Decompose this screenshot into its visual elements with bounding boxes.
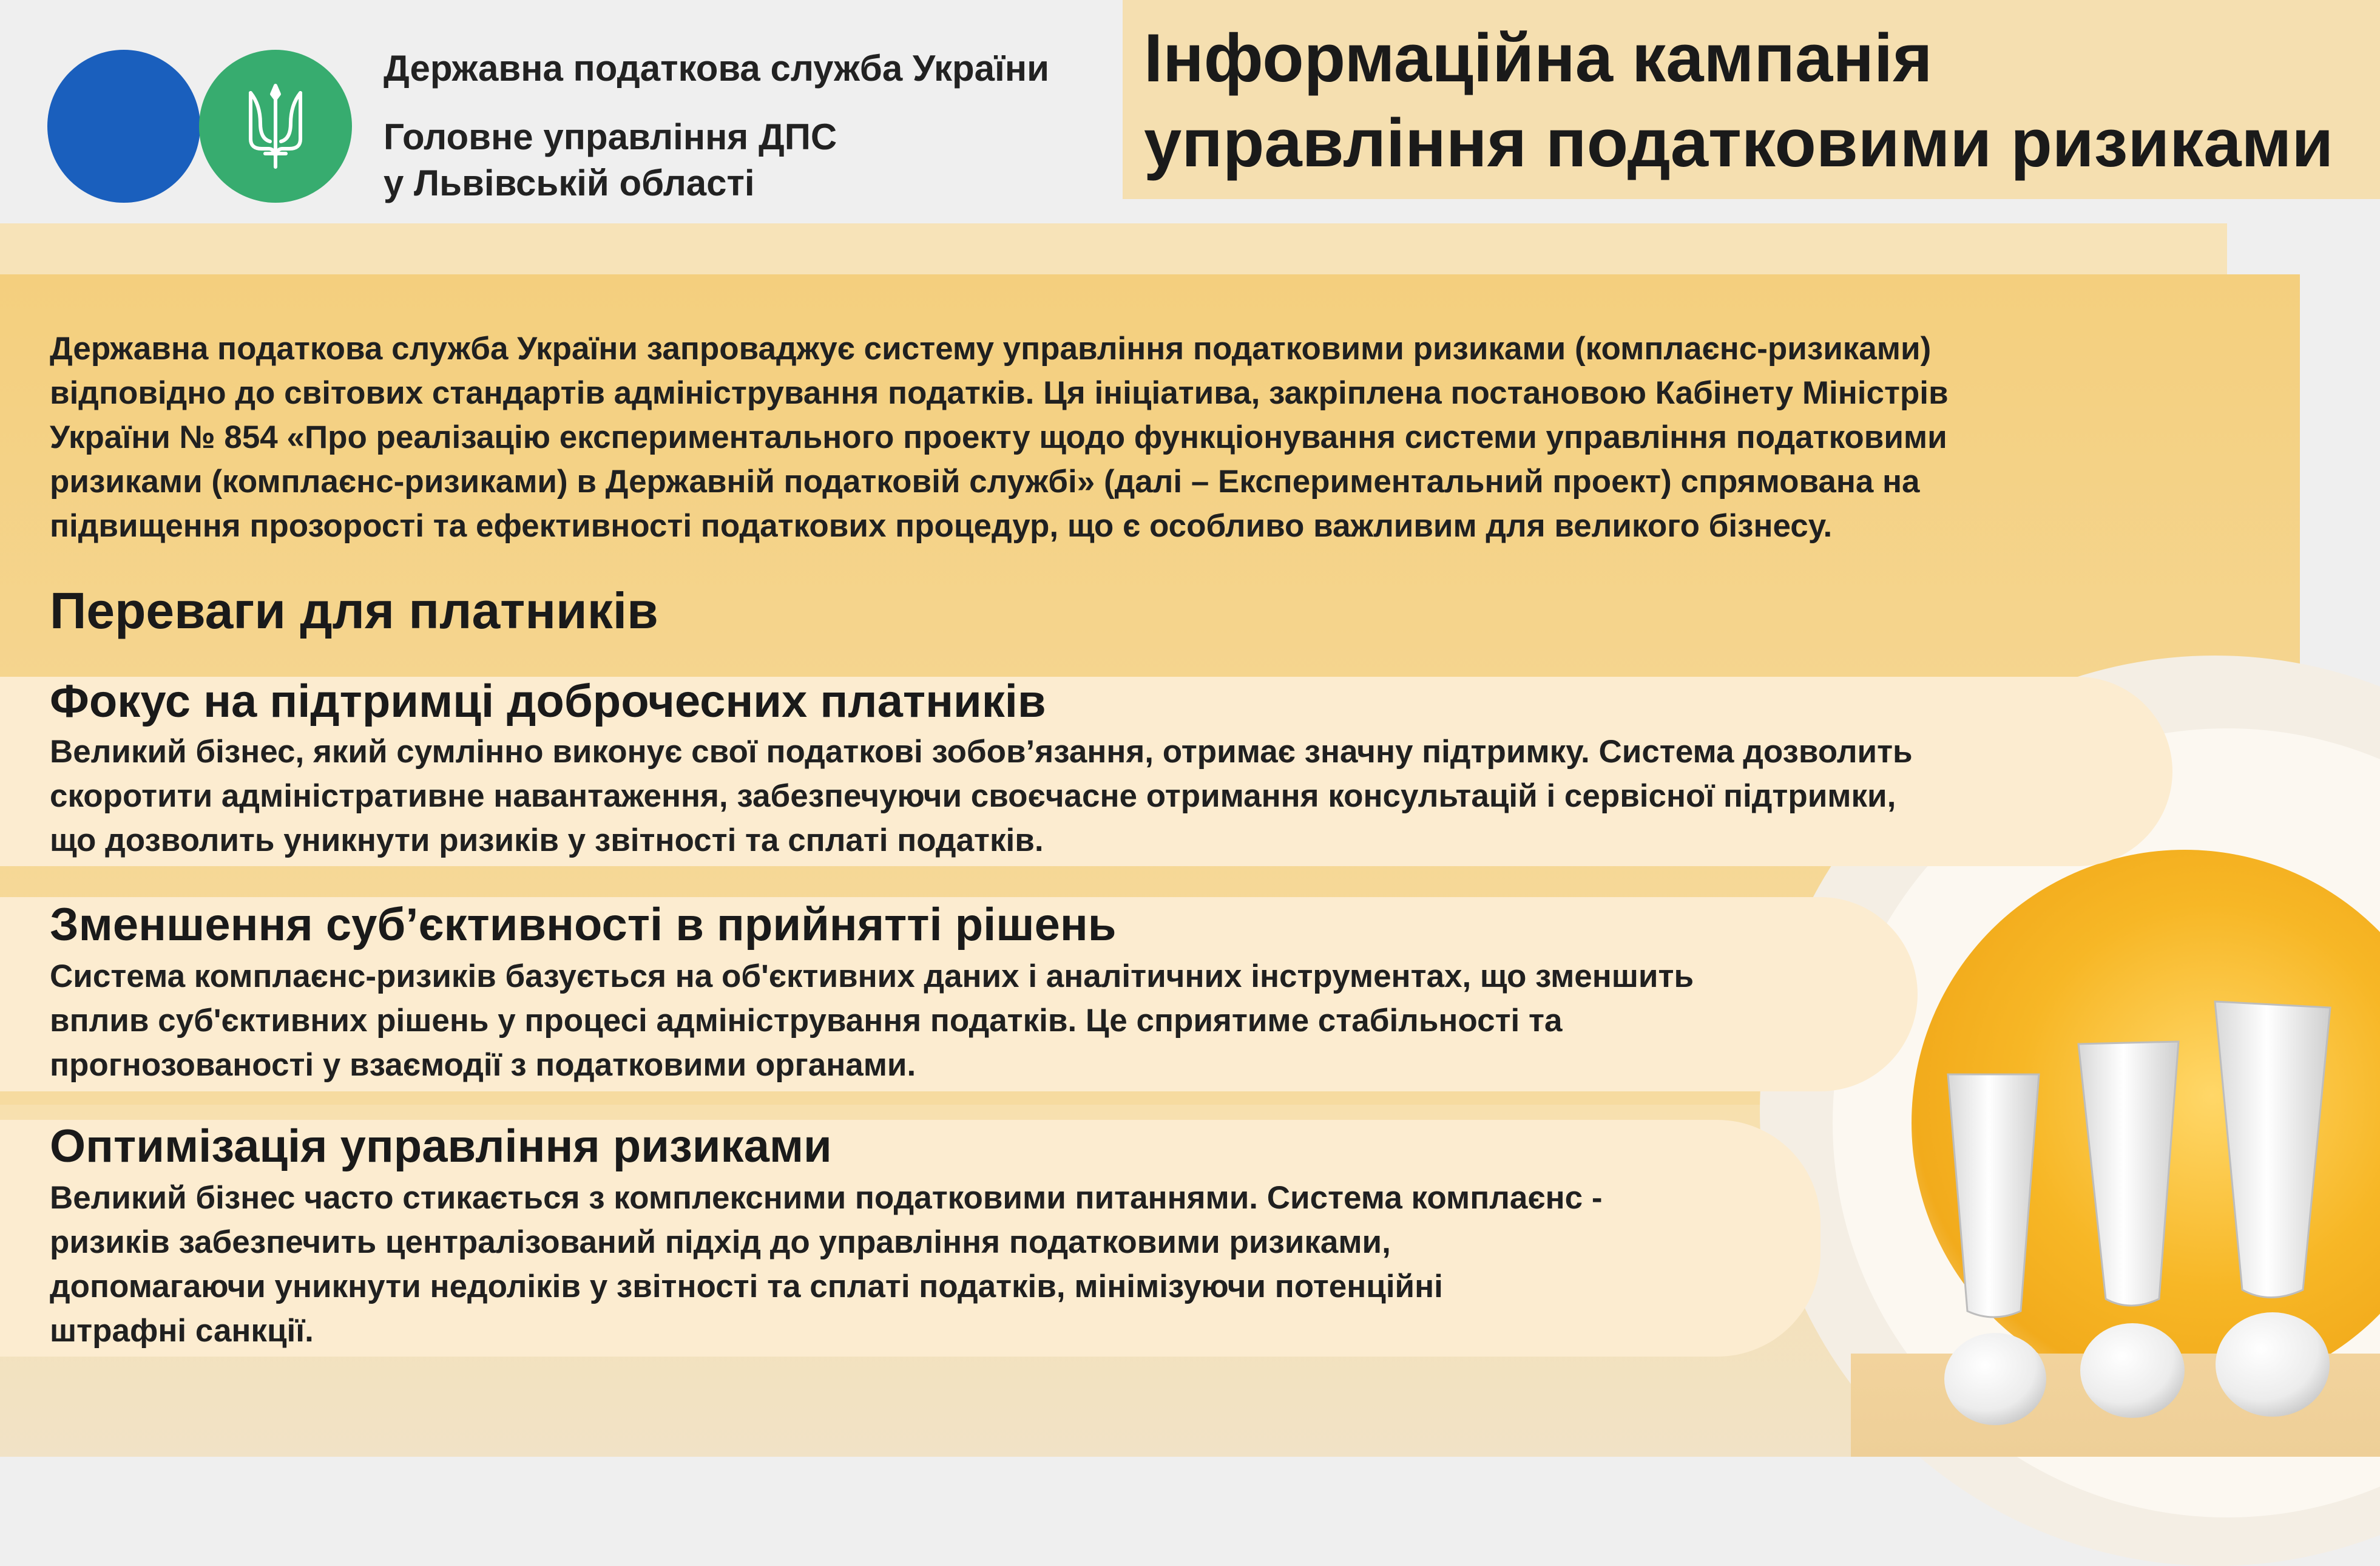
benefit-line: що дозволить уникнути ризиків у звітності та сплаті податків. [50, 822, 1044, 858]
intro-line: України № 854 «Про реалізацію експериментального проекту щодо функціонування системи управління податковими [50, 419, 1947, 455]
benefits-heading: Переваги для платників [50, 582, 658, 639]
benefit-line: допомагаючи уникнути недоліків у звітності та сплаті податків, мінімізуючи потенційні [50, 1269, 1443, 1304]
exclamation-mark-right [2215, 1002, 2330, 1417]
org-name: Державна податкова служба України [384, 48, 1049, 89]
benefit-line: Система комплаєнс-ризиків базується на об'єктивних даних і аналітичних інструментах, що зменшить [50, 958, 1694, 994]
benefit-line: вплив суб'єктивних рішень у процесі адміністрування податків. Це сприятиме стабільності та [50, 1003, 1563, 1039]
exclamation-mark-left [1944, 1074, 2046, 1425]
exclamation-marks-icon [1930, 983, 2367, 1432]
intro-line: підвищення прозорості та ефективності податкових процедур, що є особливо важливим для великого бізнесу. [50, 508, 1833, 544]
regional-office [384, 114, 837, 206]
dps-logo-green-circle [199, 50, 352, 203]
benefit-line: прогнозованості у взаємодії з податковими органами. [50, 1047, 916, 1083]
intro-line: ризиками (комплаєнс-ризиками) в Державній податковій службі» (далі – Експериментальний проект) спрямована на [50, 464, 1920, 500]
intro-paragraph [50, 327, 2222, 548]
benefit-title-support: Фокус на підтримці доброчесних платників [50, 676, 1046, 727]
benefit-title-objectivity: Зменшення суб’єктивності в прийнятті рішень [50, 899, 1117, 951]
benefit-line: скоротити адміністративне навантаження, забезпечуючи своєчасне отримання консультацій і сервісної підтримки, [50, 778, 1896, 814]
intro-line: відповідно до світових стандартів адміністрування податків. Ця ініціатива, закріплена постановою Кабінету Міністрів [50, 375, 1949, 411]
regional-office-line2: у Львівській області [384, 163, 755, 203]
trident-icon [242, 81, 309, 172]
benefit-title-optimization: Оптимізація управління ризиками [50, 1120, 832, 1172]
intro-line: Державна податкова служба України запроваджує систему управління податковими ризиками (комплаєнс-ризиками) [50, 331, 1932, 367]
exclamation-mark-middle [2078, 1042, 2185, 1418]
benefit-line: Великий бізнес, який сумлінно виконує свої податкові зобов’язання, отримає значну підтримку. Система дозволить [50, 734, 1913, 770]
benefit-body-support [50, 730, 2174, 863]
page-title-line2: управління податковими ризиками [1144, 105, 2334, 181]
benefit-body-optimization [50, 1176, 1834, 1353]
benefit-line: ризиків забезпечить централізований підхід до управління податковими ризиками, [50, 1224, 1391, 1260]
dps-logo-blue-circle [47, 50, 200, 203]
benefit-line: штрафні санкції. [50, 1313, 314, 1349]
benefit-body-objectivity [50, 954, 1931, 1087]
page-title [1144, 16, 2333, 186]
page-title-line1: Інформаційна кампанія [1144, 20, 1933, 96]
regional-office-line1: Головне управління ДПС [384, 117, 837, 157]
benefit-line: Великий бізнес часто стикається з комплексними податковими питаннями. Система комплаєнс - [50, 1180, 1603, 1216]
